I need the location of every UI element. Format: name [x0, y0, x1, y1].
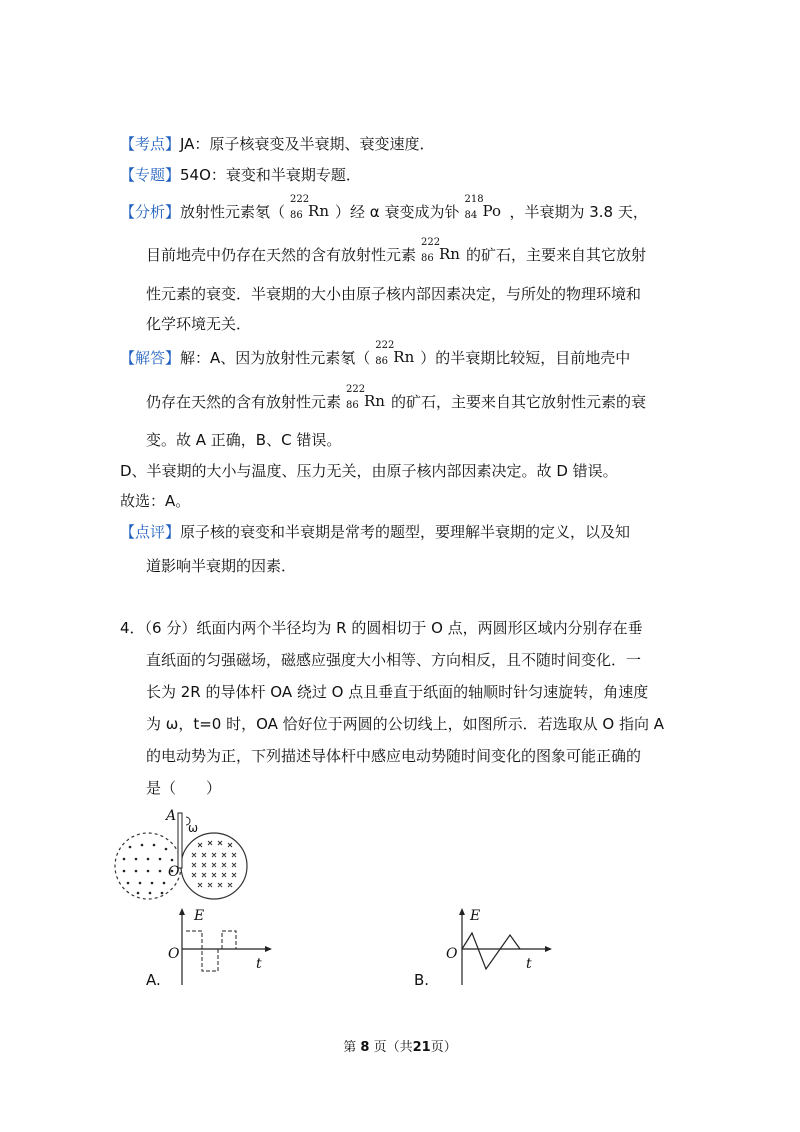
fenxi-l1-c: ，半衰期为 3.8 天， — [509, 203, 648, 221]
graph-b-svg — [440, 905, 560, 990]
q4-line-2: 直纸面的匀强磁场，磁感应强度大小相等、方向相反，且不随时间变化．一 — [146, 651, 642, 669]
right-circle — [181, 833, 247, 899]
page-footer — [0, 1036, 800, 1055]
jieda-line-1 — [120, 340, 631, 368]
magnetic-field-figure — [110, 805, 260, 905]
zhuanti-line — [120, 165, 361, 185]
square-wave — [186, 931, 236, 971]
kaodian-tag: 【考点】 — [120, 135, 181, 153]
fenxi-line-4: 化学环境无关． — [146, 315, 252, 333]
isotope-rn — [373, 340, 417, 367]
graph-b-origin: O — [446, 946, 458, 962]
isotope-atomic-number: 86 — [421, 253, 434, 264]
dianping-tag: 【点评】 — [120, 523, 181, 541]
isotope-mass: 218 — [464, 194, 484, 205]
graph-b — [440, 905, 560, 990]
dot-field-marks — [123, 844, 174, 895]
isotope-symbol: Rn — [308, 202, 329, 220]
q4-line-4: 为 ω，t=0 时，OA 恰好位于两圆的公切线上，如图所示．若选取从 O 指向 A — [146, 715, 665, 733]
fenxi-l1-b: ）经 α 衰变成为钋 — [335, 203, 460, 221]
isotope-rn — [344, 384, 388, 411]
zhuanti-text: 54O：衰变和半衰期专题． — [180, 166, 361, 184]
x-axis-arrow — [545, 946, 552, 952]
isotope-atomic-number: 86 — [375, 356, 389, 367]
isotope-rn — [288, 194, 332, 221]
zhuanti-tag: 【专题】 — [120, 166, 181, 184]
jieda-tag: 【解答】 — [120, 349, 181, 367]
option-a-label: A. — [146, 971, 161, 989]
fenxi-l1-a: 放射性元素氡（ — [180, 203, 286, 221]
isotope-symbol: Rn — [364, 392, 385, 410]
triangle-wave — [462, 933, 520, 969]
rod-oa — [178, 813, 182, 868]
circles-diagram — [110, 805, 260, 905]
fenxi-line-3: 性元素的衰变．半衰期的大小由原子核内部因素决定，与所处的物理环境和 — [146, 285, 642, 303]
isotope-mass: 222 — [421, 237, 441, 248]
q4-number: 4． — [120, 619, 145, 637]
q4-line-5: 的电动势为正，下列描述导体杆中感应电动势随时间变化的图象可能正确的 — [146, 747, 642, 765]
fenxi-l2-b: 的矿石，主要来自其它放射 — [466, 246, 647, 264]
q4-line-3: 长为 2R 的导体杆 OA 绕过 O 点且垂直于纸面的轴顺时针匀速旋转，角速度 — [146, 683, 649, 701]
isotope-atomic-number: 86 — [346, 400, 359, 411]
isotope-atomic-number: 84 — [464, 210, 478, 221]
graph-a-xlabel: t — [256, 956, 262, 972]
option-b-label: B. — [414, 971, 430, 989]
isotope-rn — [419, 237, 463, 264]
footer-pre: 第 — [343, 1040, 357, 1055]
isotope-po — [462, 194, 506, 221]
fenxi-tag: 【分析】 — [120, 203, 181, 221]
graph-a — [160, 905, 280, 990]
isotope-mass: 222 — [290, 194, 310, 205]
footer-post: 页） — [430, 1040, 457, 1055]
cross-field-marks — [192, 841, 236, 887]
y-axis-arrow — [179, 908, 185, 915]
jieda-l1-a: 解：A、因为放射性元素氡（ — [180, 349, 371, 367]
footer-mid: 页（共 — [373, 1040, 413, 1055]
isotope-symbol: Po — [482, 202, 501, 220]
label-a: A — [166, 808, 177, 824]
label-omega: ω — [188, 821, 199, 835]
isotope-mass: 222 — [346, 384, 366, 395]
q4-line-6: 是（ ） — [146, 779, 222, 797]
fenxi-line-2 — [146, 237, 647, 265]
jieda-line-3: 变。故 A 正确，B、C 错误。 — [146, 431, 342, 449]
fenxi-l2-a: 目前地壳中仍存在天然的含有放射性元素 — [146, 246, 417, 264]
kaodian-text: JA：原子核衰变及半衰期、衰变速度． — [180, 135, 435, 153]
y-axis-arrow — [459, 908, 465, 915]
jieda-line-5: 故选：A。 — [120, 492, 191, 510]
isotope-atomic-number: 86 — [290, 210, 303, 221]
jieda-l2-a: 仍存在天然的含有放射性元素 — [146, 393, 342, 411]
isotope-symbol: Rn — [439, 245, 460, 263]
q4-line-1 — [120, 618, 643, 638]
dianping-line-1 — [120, 522, 630, 542]
q4-l1: （6 分）纸面内两个半径均为 R 的圆相切于 O 点，两圆形区域内分别存在垂 — [144, 619, 643, 637]
graph-b-xlabel: t — [526, 956, 532, 972]
jieda-line-4: D、半衰期的大小与温度、压力无关，由原子核内部因素决定。故 D 错误。 — [120, 462, 618, 480]
footer-page-number: 8 — [360, 1040, 370, 1055]
dianping-l1: 原子核的衰变和半衰期是常考的题型，要理解半衰期的定义，以及知 — [180, 523, 631, 541]
x-axis-arrow — [265, 946, 272, 952]
kaodian-line — [120, 134, 434, 154]
fenxi-line-1 — [120, 194, 648, 222]
graph-b-ylabel: E — [470, 908, 481, 924]
dianping-line-2: 道影响半衰期的因素． — [146, 557, 297, 575]
isotope-symbol: Rn — [393, 348, 415, 366]
label-o: O — [168, 864, 180, 880]
footer-total-pages: 21 — [412, 1040, 431, 1055]
graph-a-ylabel: E — [194, 908, 205, 924]
isotope-mass: 222 — [375, 340, 395, 351]
jieda-line-2 — [146, 384, 647, 412]
jieda-l1-b: ）的半衰期比较短，目前地壳中 — [420, 349, 631, 367]
graph-a-origin: O — [168, 946, 180, 962]
jieda-l2-b: 的矿石，主要来自其它放射性元素的衰 — [391, 393, 647, 411]
